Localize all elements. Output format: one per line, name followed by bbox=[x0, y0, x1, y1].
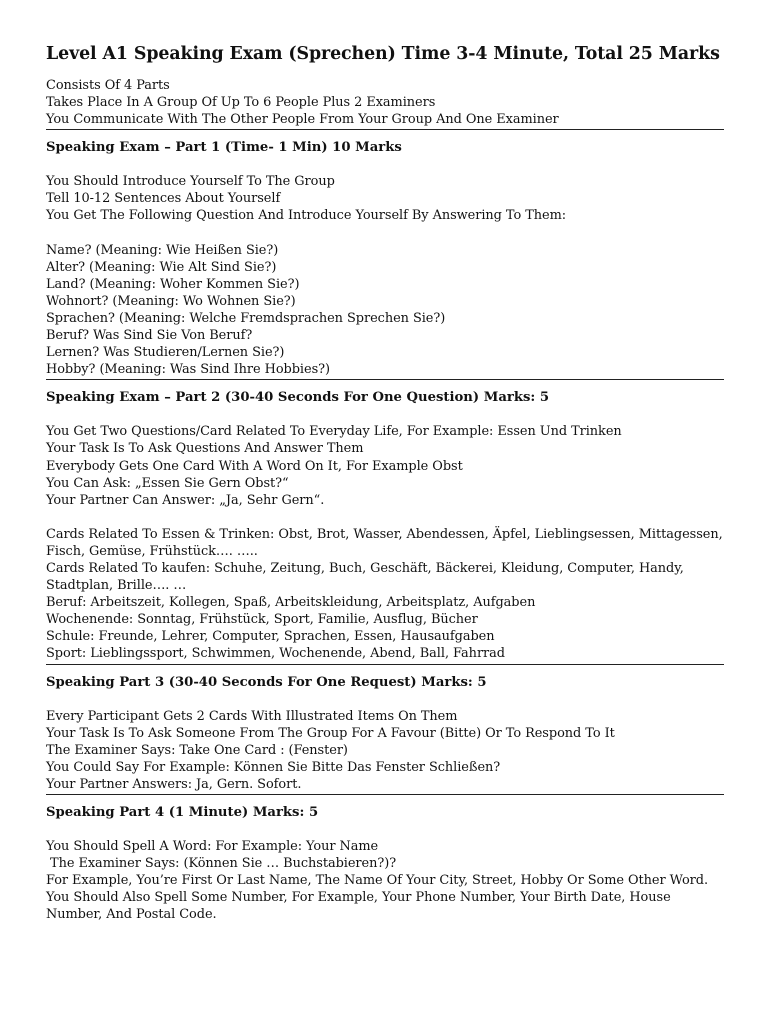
part2-card-topic: Cards Related To kaufen: Schuhe, Zeitung, Buch, Geschäft, Bäckerei, Kleidung, Computer, Handy, Stadtplan, Brille…. … bbox=[46, 560, 684, 594]
part1-question: Wohnort? (Meaning: Wo Wohnen Sie?) bbox=[46, 293, 296, 309]
part2-card-topic: Cards Related To Essen & Trinken: Obst, Brot, Wasser, Abendessen, Äpfel, Lieblingsessen, Mittagessen, Fisch, Gemüse, Frühstück…. ….. bbox=[46, 526, 723, 559]
part3-line: Every Participant Gets 2 Cards With Illustrated Items On Them bbox=[46, 708, 458, 724]
part2-section bbox=[46, 389, 724, 664]
part2-line: Your Partner Can Answer: „Ja, Sehr Gern“. bbox=[46, 492, 325, 508]
part4-line: The Examiner Says: (Können Sie … Buchstabieren?)? bbox=[46, 856, 397, 872]
part1-question: Name? (Meaning: Wie Heißen Sie?) bbox=[46, 242, 279, 258]
part2-card-topic: Schule: Freunde, Lehrer, Computer, Sprachen, Essen, Hausaufgaben bbox=[46, 629, 495, 645]
part1-heading: Speaking Exam – Part 1 (Time- 1 Min) 10 Marks bbox=[46, 140, 402, 156]
document-page bbox=[46, 42, 724, 933]
part4-section bbox=[46, 804, 724, 924]
part1-line: You Get The Following Question And Introduce Yourself By Answering To Them: bbox=[46, 208, 567, 224]
part1-line: You Should Introduce Yourself To The Group bbox=[46, 174, 335, 190]
part2-line: You Can Ask: „Essen Sie Gern Obst?“ bbox=[46, 475, 289, 491]
part4-line: For Example, You’re First Or Last Name, The Name Of Your City, Street, Hobby Or Some Other Word. bbox=[46, 873, 709, 889]
part2-line: You Get Two Questions/Card Related To Everyday Life, For Example: Essen Und Trinken bbox=[46, 424, 622, 440]
part1-line: Tell 10-12 Sentences About Yourself bbox=[46, 191, 281, 207]
part2-line: Everybody Gets One Card With A Word On It, For Example Obst bbox=[46, 458, 463, 474]
intro-section bbox=[46, 77, 724, 130]
part2-card-topic: Sport: Lieblingssport, Schwimmen, Wochenende, Abend, Ball, Fahrrad bbox=[46, 646, 506, 662]
part2-card-topic: Beruf: Arbeitszeit, Kollegen, Spaß, Arbeitskleidung, Arbeitsplatz, Aufgaben bbox=[46, 595, 536, 611]
spacer bbox=[46, 225, 724, 242]
part2-heading: Speaking Exam – Part 2 (30-40 Seconds For One Question) Marks: 5 bbox=[46, 390, 550, 406]
part3-line: You Could Say For Example: Können Sie Bitte Das Fenster Schließen? bbox=[46, 759, 501, 775]
part3-heading: Speaking Part 3 (30-40 Seconds For One Request) Marks: 5 bbox=[46, 674, 487, 690]
part4-line: You Should Spell A Word: For Example: Your Name bbox=[46, 839, 379, 854]
part1-question: Hobby? (Meaning: Was Sind Ihre Hobbies?) bbox=[46, 362, 330, 378]
document-title: Level A1 Speaking Exam (Sprechen) Time 3-4 Minute, Total 25 Marks bbox=[46, 44, 720, 64]
part3-line: Your Task Is To Ask Someone From The Group For A Favour (Bitte) Or To Respond To It bbox=[46, 725, 615, 741]
part1-question: Beruf? Was Sind Sie Von Beruf? bbox=[46, 328, 253, 344]
intro-line: Takes Place In A Group Of Up To 6 People Plus 2 Examiners bbox=[46, 95, 436, 111]
part3-line: Your Partner Answers: Ja, Gern. Sofort. bbox=[46, 776, 302, 792]
intro-line: You Communicate With The Other People From Your Group And One Examiner bbox=[46, 112, 559, 128]
part1-question: Alter? (Meaning: Wie Alt Sind Sie?) bbox=[46, 259, 277, 275]
part4-heading: Speaking Part 4 (1 Minute) Marks: 5 bbox=[46, 805, 319, 820]
intro-line: Consists Of 4 Parts bbox=[46, 78, 170, 93]
part1-question: Lernen? Was Studieren/Lernen Sie?) bbox=[46, 345, 285, 361]
part1-section bbox=[46, 139, 724, 380]
part3-line: The Examiner Says: Take One Card : (Fenster) bbox=[46, 742, 348, 758]
part1-question: Land? (Meaning: Woher Kommen Sie?) bbox=[46, 276, 300, 292]
part3-section bbox=[46, 674, 724, 795]
part4-line: You Should Also Spell Some Number, For Example, Your Phone Number, Your Birth Date, House Number, And Postal Code. bbox=[46, 890, 671, 923]
part1-question: Sprachen? (Meaning: Welche Fremdsprachen Sprechen Sie?) bbox=[46, 310, 446, 326]
spacer bbox=[46, 509, 724, 526]
part2-card-topic: Wochenende: Sonntag, Frühstück, Sport, Familie, Ausflug, Bücher bbox=[46, 612, 478, 628]
part2-line: Your Task Is To Ask Questions And Answer Them bbox=[46, 441, 364, 457]
